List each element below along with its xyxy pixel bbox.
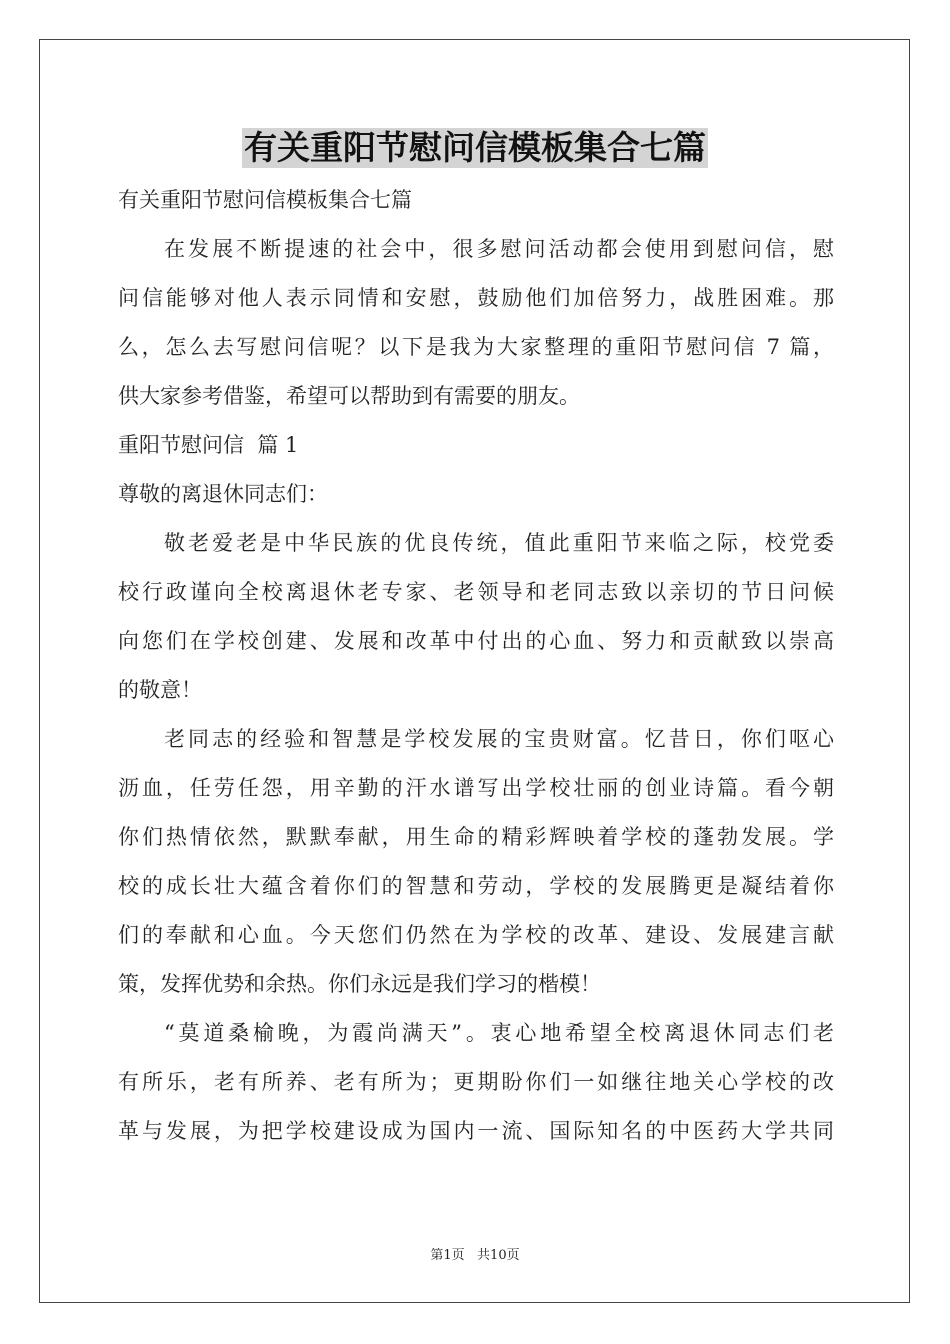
- text-line: 敬老爱老是中华民族的优良传统，值此重阳节来临之际，校党委: [164, 531, 834, 555]
- text-line: “莫道桑榆晚，为霞尚满天”。衷心地希望全校离退休同志们老: [164, 1021, 834, 1045]
- text-line: 在发展不断提速的社会中，很多慰问活动都会使用到慰问信，慰: [164, 237, 834, 261]
- text-line: 么，怎么去写慰问信呢？以下是我为大家整理的重阳节慰问信 7 篇，: [118, 335, 834, 359]
- text-line: 革与发展，为把学校建设成为国内一流、国际知名的中医药大学共同: [118, 1119, 834, 1143]
- text-line: 供大家参考借鉴，希望可以帮助到有需要的朋友。: [118, 384, 580, 408]
- page-number-footer: 第1页 共10页: [430, 1248, 520, 1263]
- text-line: 问信能够对他人表示同情和安慰，鼓励他们加倍努力，战胜困难。那: [118, 286, 834, 310]
- text-line: 们的奉献和心血。今天您们仍然在为学校的改革、建设、发展建言献: [118, 923, 834, 947]
- salutation: 尊敬的离退休同志们：: [118, 482, 328, 506]
- text-line: 校行政谨向全校离退休老专家、老领导和老同志致以亲切的节日问候: [118, 580, 834, 604]
- text-line: 有所乐，老有所养、老有所为；更期盼你们一如继往地关心学校的改: [118, 1070, 834, 1094]
- document-body: [118, 176, 834, 1156]
- text-line: 的敬意！: [118, 678, 202, 702]
- title-container: [0, 128, 950, 168]
- text-line: 沥血，任劳任怨，用辛勤的汗水谱写出学校壮丽的创业诗篇。看今朝: [118, 776, 834, 800]
- text-line: 校的成长壮大蕴含着你们的智慧和劳动，学校的发展腾更是凝结着你: [118, 874, 834, 898]
- text-line: 你们热情依然，默默奉献，用生命的精彩辉映着学校的蓬勃发展。学: [118, 825, 834, 849]
- text-line: 老同志的经验和智慧是学校发展的宝贵财富。忆昔日，你们呕心: [164, 727, 834, 751]
- text-line: 向您们在学校创建、发展和改革中付出的心血、努力和贡献致以崇高: [118, 629, 834, 653]
- document-title: 有关重阳节慰问信模板集合七篇: [244, 128, 706, 167]
- text-line: 有关重阳节慰问信模板集合七篇: [118, 188, 412, 212]
- section-heading: 重阳节慰问信 篇 1: [118, 433, 299, 457]
- text-line: 策，发挥优势和余热。你们永远是我们学习的楷模！: [118, 972, 601, 996]
